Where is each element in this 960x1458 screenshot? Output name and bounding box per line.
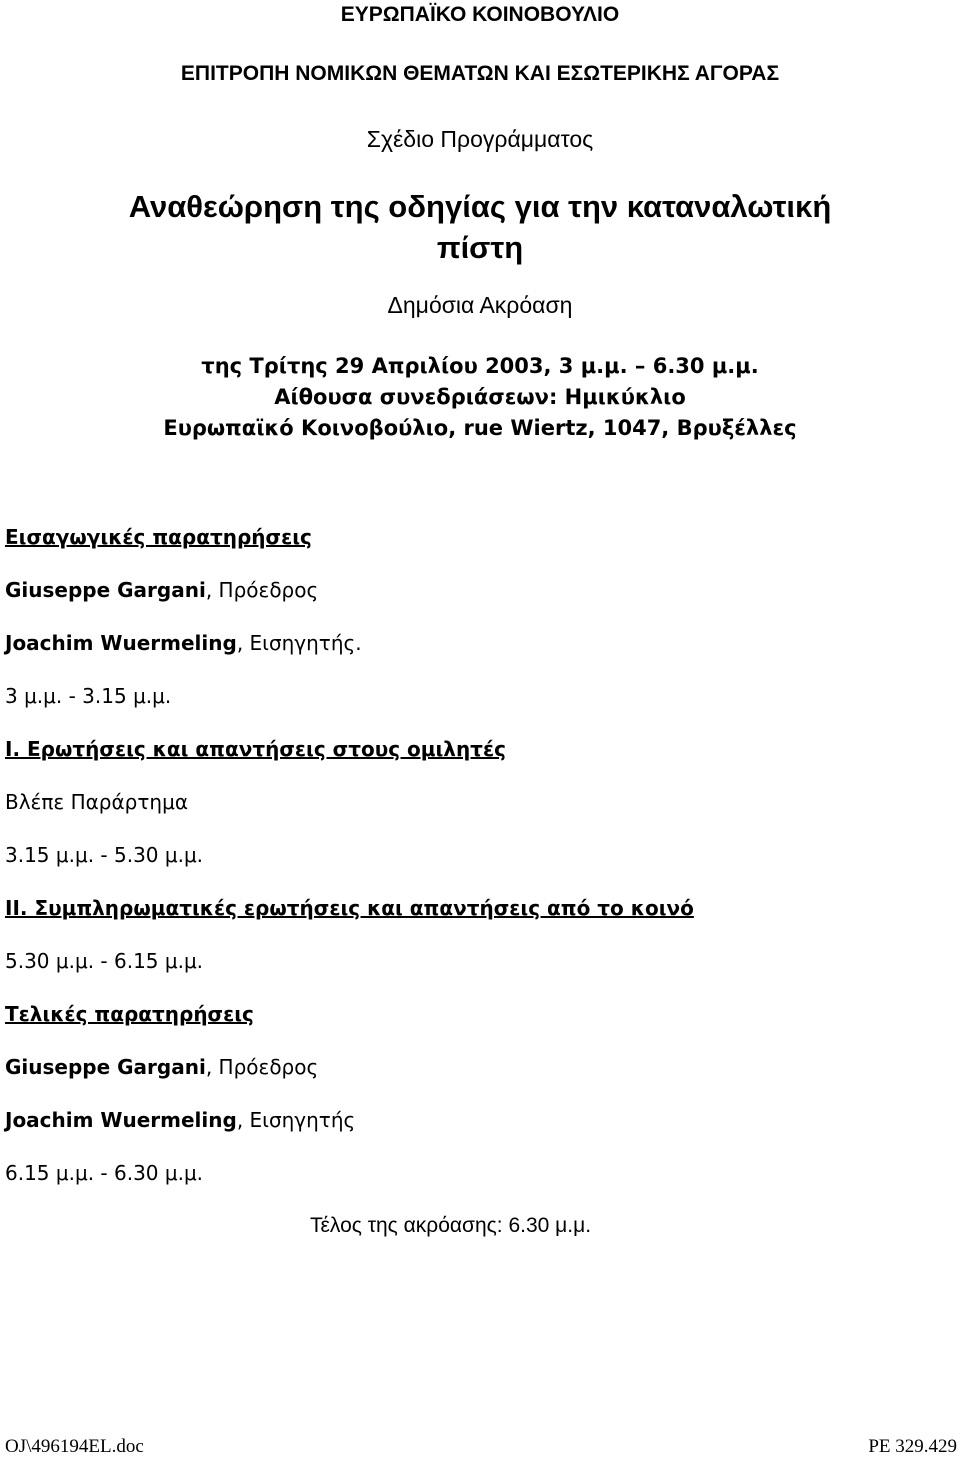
event-details	[0, 351, 960, 444]
annex-reference: Βλέπε Παράρτημα	[5, 790, 188, 814]
document-type: Σχέδιο Προγράμματος	[366, 126, 594, 152]
event-address: Ευρωπαϊκό Κοινοβούλιο, rue Wiertz, 1047, Βρυξέλλες	[163, 416, 797, 440]
end-of-hearing-note: Τέλος της ακρόασης: 6.30 μ.μ.	[310, 1214, 592, 1237]
speaker-line	[5, 1055, 318, 1079]
event-room: Αίθουσα συνεδριάσεων: Ημικύκλιο	[274, 385, 686, 409]
time-slot: 3.15 μ.μ. - 5.30 μ.μ.	[5, 843, 204, 867]
speaker-line	[5, 578, 318, 602]
section-1-heading: I. Ερωτήσεις και απαντήσεις στους ομιλητές	[5, 737, 506, 761]
speaker-name: Giuseppe Gargani	[5, 578, 206, 602]
institution-name: ΕΥΡΩΠΑΪΚΟ ΚΟΙΝΟΒΟΥΛΙΟ	[340, 3, 620, 26]
hearing-title-line-2: πίστη	[436, 230, 524, 265]
speaker-role: , Πρόεδρος	[205, 1055, 319, 1079]
committee-name: ΕΠΙΤΡΟΠΗ ΝΟΜΙΚΩΝ ΘΕΜΑΤΩΝ ΚΑΙ ΕΣΩΤΕΡΙΚΗΣ ΑΓΟΡΑΣ	[180, 62, 780, 85]
speaker-role: , Εισηγητής.	[236, 631, 362, 655]
footer-document-reference: OJ\496194EL.doc	[5, 1436, 144, 1457]
speaker-name: Joachim Wuermeling	[5, 1108, 237, 1132]
event-type: Δημόσια Ακρόαση	[387, 292, 573, 318]
event-date-time: της Τρίτης 29 Απριλίου 2003, 3 μ.μ. – 6.30 μ.μ.	[201, 354, 759, 378]
section-2-heading: II. Συμπληρωματικές ερωτήσεις και απαντήσεις από το κοινό	[5, 896, 694, 920]
speaker-role: , Εισηγητής	[236, 1108, 356, 1132]
footer-pe-number: PE 329.429	[868, 1436, 957, 1457]
time-slot: 6.15 μ.μ. - 6.30 μ.μ.	[5, 1161, 204, 1185]
time-slot: 3 μ.μ. - 3.15 μ.μ.	[5, 684, 172, 708]
closing-heading: Τελικές παρατηρήσεις	[5, 1002, 254, 1026]
intro-heading: Εισαγωγικές παρατηρήσεις	[5, 525, 312, 549]
hearing-title-line-1: Αναθεώρηση της οδηγίας για την καταναλωτική	[128, 189, 832, 224]
speaker-role: , Πρόεδρος	[205, 578, 319, 602]
speaker-line	[5, 631, 362, 655]
speaker-name: Joachim Wuermeling	[5, 631, 237, 655]
speaker-line	[5, 1108, 355, 1132]
hearing-title	[0, 186, 960, 268]
speaker-name: Giuseppe Gargani	[5, 1055, 206, 1079]
time-slot: 5.30 μ.μ. - 6.15 μ.μ.	[5, 949, 204, 973]
